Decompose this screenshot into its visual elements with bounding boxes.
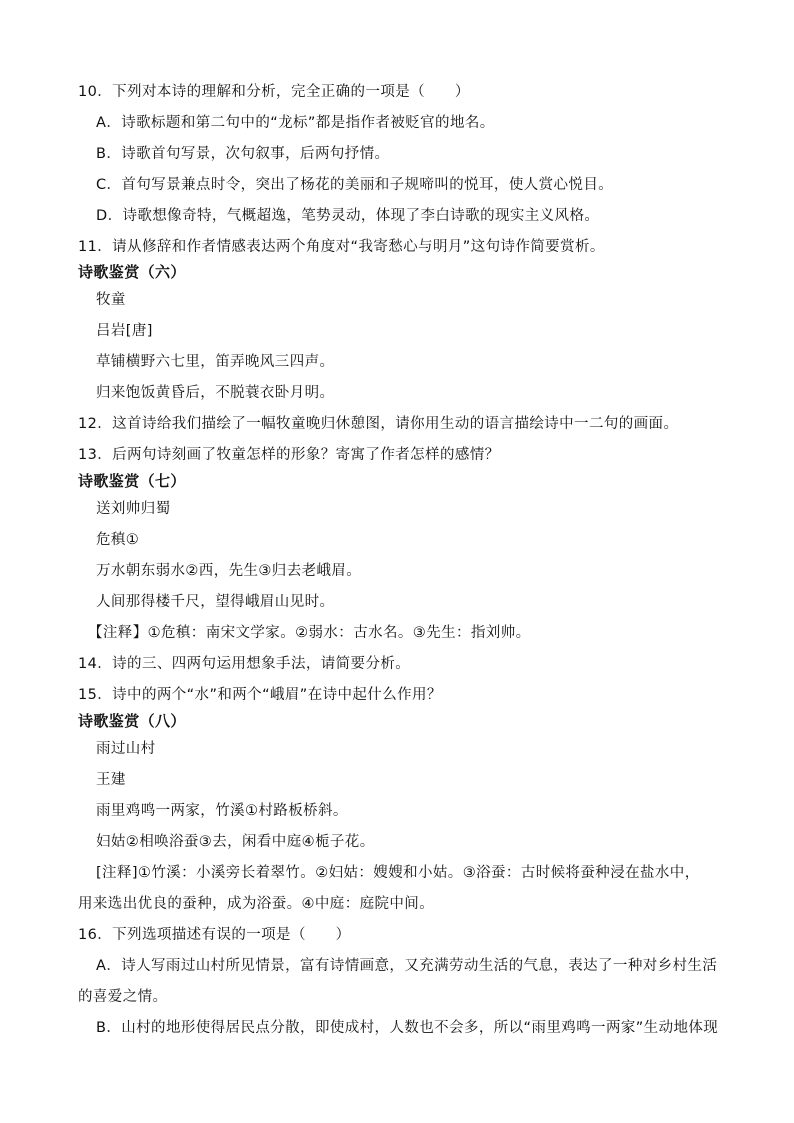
poem-6-line-2: 归来饱饭黄昏后，不脱蓑衣卧月明。 bbox=[96, 385, 335, 401]
poem-8-author: 王建 bbox=[96, 772, 126, 788]
q10-option-c: C．首句写景兼点时令，突出了杨花的美丽和子规啼叫的悦耳，使人赏心悦目。 bbox=[96, 177, 614, 193]
q10-option-d: D．诗歌想像奇特，气概超逸，笔势灵动，体现了李白诗歌的现实主义风格。 bbox=[96, 208, 600, 224]
q16-stem: 16．下列选项描述有误的一项是（ ） bbox=[78, 927, 351, 943]
poem-7-note: 【注释】①危稹：南宋文学家。②弱水：古水名。③先生：指刘帅。 bbox=[88, 625, 531, 641]
poem-7-line-2: 人间那得楼千尺，望得峨眉山见时。 bbox=[96, 594, 335, 610]
q10-option-b: B．诗歌首句写景，次句叙事，后两句抒情。 bbox=[96, 146, 390, 162]
poem-8-line-1: 雨里鸡鸣一两家，竹溪①村路板桥斜。 bbox=[96, 803, 348, 819]
q16-option-a-line-1: A．诗人写雨过山村所见情景，富有诗情画意，又充满劳动生活的气息，表达了一种对乡村生活 bbox=[96, 958, 718, 974]
q11-text: 11．请从修辞和作者情感表达两个角度对“我寄愁心与明月”这句诗作简要赏析。 bbox=[78, 239, 605, 255]
q13-text: 13．后两句诗刻画了牧童怎样的形象？寄寓了作者怎样的感情？ bbox=[78, 447, 500, 463]
section-6-heading: 诗歌鉴赏（六） bbox=[78, 263, 186, 281]
q12-text: 12．这首诗给我们描绘了一幅牧童晚归休憩图，请你用生动的语言描绘诗中一二句的画面。 bbox=[78, 416, 679, 432]
q15-text: 15．诗中的两个“水”和两个“峨眉”在诗中起什么作用？ bbox=[78, 687, 442, 703]
section-7-heading: 诗歌鉴赏（七） bbox=[78, 472, 186, 490]
q16-option-b-line-1: B．山村的地形使得居民点分散，即使成村，人数也不会多，所以“雨里鸡鸣一两家”生动地体现 bbox=[96, 1020, 719, 1036]
poem-8-line-2: 妇姑②相唤浴蚕③去，闲看中庭④栀子花。 bbox=[96, 834, 375, 850]
q14-text: 14．诗的三、四两句运用想象手法，请简要分析。 bbox=[78, 656, 411, 672]
q10-option-a: A．诗歌标题和第二句中的“龙标”都是指作者被贬官的地名。 bbox=[96, 115, 495, 131]
poem-7-title: 送刘帅归蜀 bbox=[96, 501, 171, 517]
poem-8-note-line-2: 用来选出优良的蚕种，成为浴蚕。④中庭：庭院中间。 bbox=[78, 896, 435, 912]
poem-6-title: 牧童 bbox=[96, 292, 126, 308]
poem-6-author: 吕岩[唐] bbox=[96, 323, 153, 339]
poem-8-note-line-1: [注释]①竹溪：小溪旁长着翠竹。②妇姑：嫂嫂和小姑。③浴蚕：古时候将蚕种浸在盐水中， bbox=[96, 865, 700, 881]
section-8-heading: 诗歌鉴赏（八） bbox=[78, 712, 186, 730]
q16-option-a-line-2: 的喜爱之情。 bbox=[78, 989, 168, 1005]
poem-7-author: 危稹① bbox=[96, 532, 140, 548]
poem-7-line-1: 万水朝东弱水②西，先生③归去老峨眉。 bbox=[96, 563, 362, 579]
poem-6-line-1: 草铺横野六七里，笛弄晚风三四声。 bbox=[96, 354, 335, 370]
poem-8-title: 雨过山村 bbox=[96, 741, 156, 757]
q10-stem: 10．下列对本诗的理解和分析，完全正确的一项是（ ） bbox=[78, 84, 470, 100]
